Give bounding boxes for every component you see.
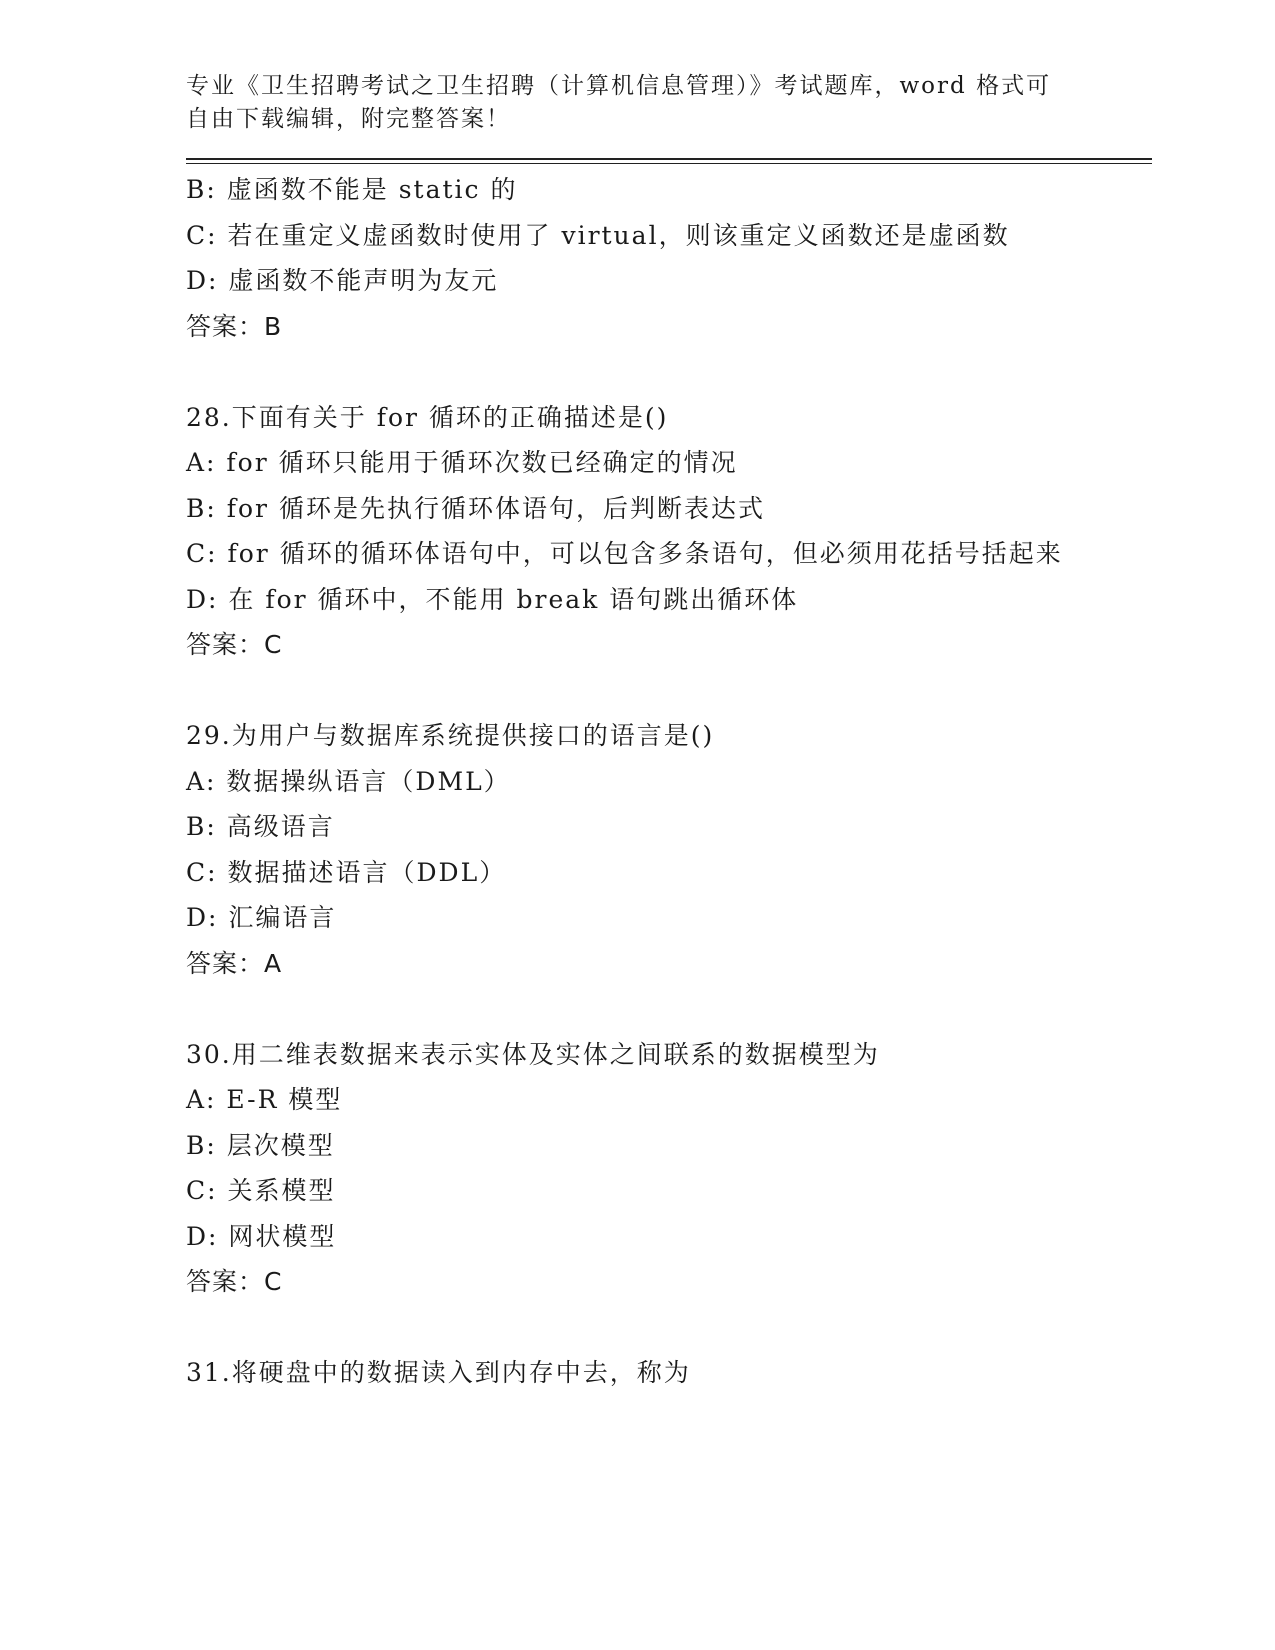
answer: 答案：A (186, 948, 283, 978)
question-stem: 29.为用户与数据库系统提供接口的语言是() (186, 721, 715, 750)
answer: 答案：C (186, 630, 283, 659)
option-a: A: E-R 模型 (186, 1085, 343, 1114)
question-31 (186, 1350, 1146, 1396)
answer: 答案：C (186, 1267, 283, 1296)
question-stem: 28.下面有关于 for 循环的正确描述是() (186, 402, 669, 432)
document-page (186, 70, 1146, 1396)
spacer (186, 349, 1146, 395)
option-b: B: 虚函数不能是 static 的 (186, 175, 518, 204)
option-d: D: 网状模型 (186, 1221, 337, 1251)
question-stem: 31.将硬盘中的数据读入到内存中去，称为 (186, 1358, 691, 1387)
option-b: B: 层次模型 (186, 1130, 335, 1160)
spacer (186, 1305, 1146, 1351)
option-c: C: 关系模型 (186, 1176, 336, 1205)
question-28 (186, 395, 1146, 668)
question-29 (186, 713, 1146, 986)
continuation-block (186, 167, 1146, 349)
option-b: B: for 循环是先执行循环体语句，后判断表达式 (186, 493, 765, 523)
option-b: B: 高级语言 (186, 812, 335, 841)
option-c: C: 数据描述语言（DDL） (186, 857, 507, 887)
option-a: A: for 循环只能用于循环次数已经确定的情况 (186, 448, 738, 477)
option-a: A: 数据操纵语言（DML） (186, 766, 511, 796)
question-stem: 30.用二维表数据来表示实体及实体之间联系的数据模型为 (186, 1039, 880, 1069)
option-c: C: 若在重定义虚函数时使用了 virtual，则该重定义函数还是虚函数 (186, 220, 1010, 250)
answer: 答案：B (186, 311, 283, 341)
spacer (186, 668, 1146, 714)
spacer (186, 986, 1146, 1032)
document-header: 专业《卫生招聘考试之卫生招聘（计算机信息管理）》考试题库，word 格式可自由下载编辑，附完整答案！ (186, 73, 1052, 132)
question-30 (186, 1032, 1146, 1305)
option-c: C: for 循环的循环体语句中，可以包含多条语句，但必须用花括号括起来 (186, 539, 1063, 568)
option-d: D: 汇编语言 (186, 903, 337, 932)
option-d: D: 虚函数不能声明为友元 (186, 266, 499, 295)
header-divider (186, 158, 1152, 164)
option-d: D: 在 for 循环中，不能用 break 语句跳出循环体 (186, 584, 799, 614)
